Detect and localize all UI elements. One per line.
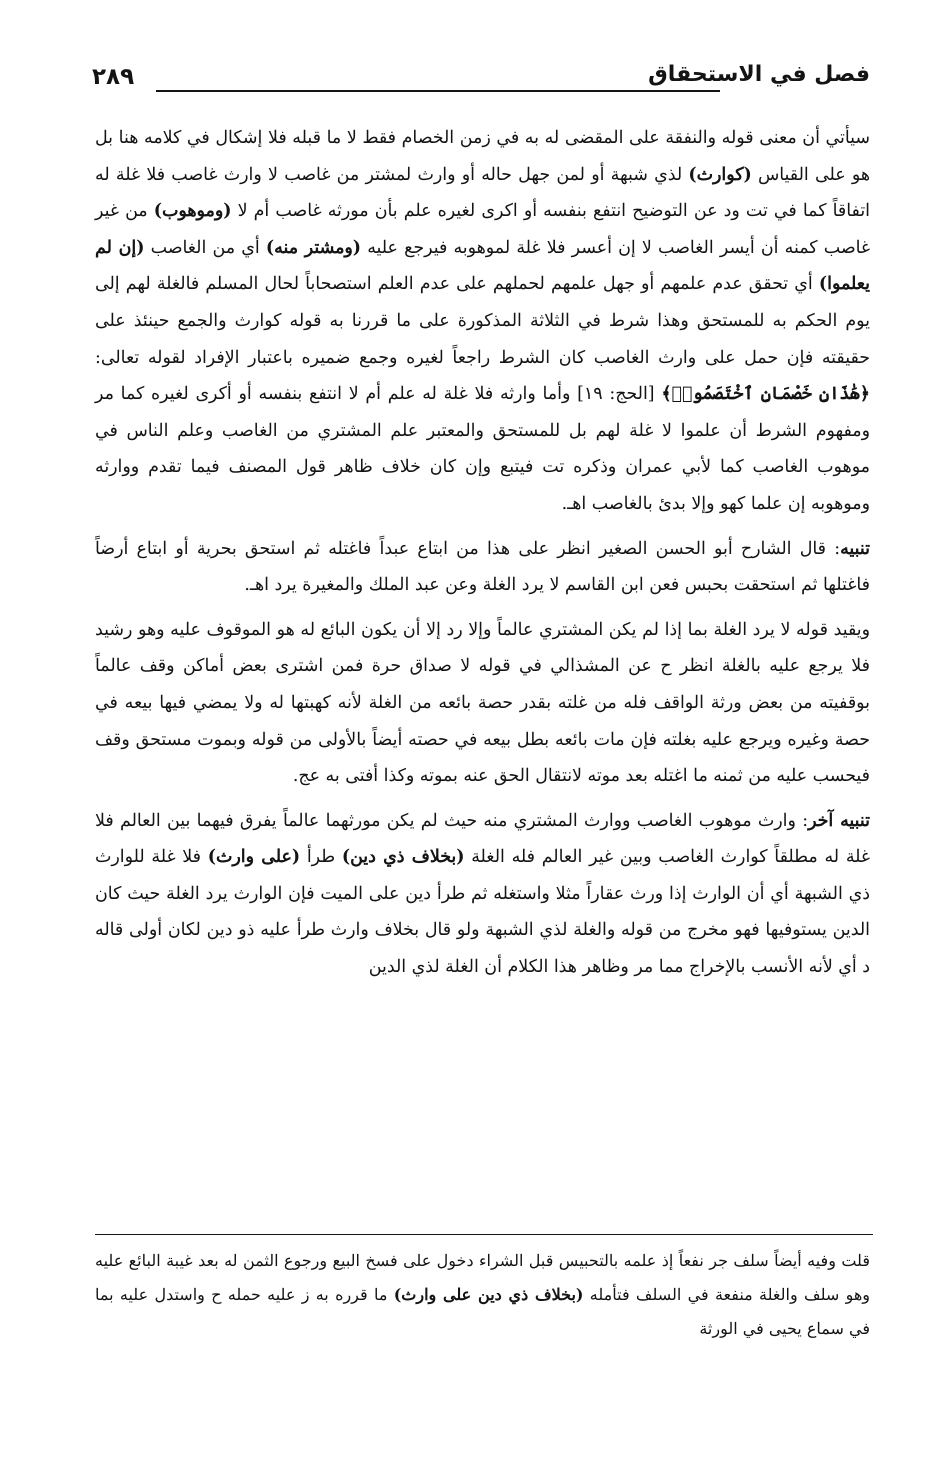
text-run: قلت وفيه أيضاً سلف جر نفعاً إذ علمه بالتحبيس قبل الشراء دخول على فسخ البيع ورجوع الثمن له بعد غيبة البائع عليه وهو سلف والغلة منفعة في السلف فتأمله (95, 1251, 871, 1304)
chapter-title: فصل في الاستحقاق (648, 62, 870, 87)
text-run: أي من الغاصب (144, 237, 266, 258)
main-text (95, 120, 870, 986)
note-heading: تنبيه (840, 538, 870, 559)
text-run: لذي شبهة أو لمن جهل حاله أو وارث لمشتر من غاصب لا وارث غاصب فلا غلة له اتفاقاً كما في تت ود عن التوضيح انتفع بنفسه أو اكرى لغيره علم بأن مورثه غاصب أم لا (95, 164, 870, 222)
text-run: : قال الشارح أبو الحسن الصغير انظر على هذا من ابتاع عبداً فاغتله ثم استحق بحرية أو ابتاع أرضاً فاغتلها ثم استحقت بحبس فعن ابن القاسم لا يرد الغلة وعن عبد الملك والمغيرة يرد اهـ. (95, 538, 870, 596)
footnote-separator (95, 1234, 873, 1235)
page-header (92, 62, 870, 102)
matn-term: (بخلاف ذي دين) (341, 847, 465, 868)
text-run: فلا غلة للوارث ذي الشبهة أي أن الوارث إذا ورث عقاراً مثلا واستغله ثم طرأ دين على الميت فإن الوارث يرد الغلة حيث كان الدين يستوفيها فهو مخرج من قوله والغلة لذي الشبهة ولو قال بخلاف وارث طرأ عليه ذو دين لكان أولى قاله د أي لأنه الأنسب بالإخراج مما مر وظاهر هذا الكلام أن الغلة لذي الدين (95, 847, 870, 978)
text-run: ما قرره به ز عليه حمله ح واستدل عليه بما في سماع يحيى في الورثة (95, 1285, 870, 1338)
matn-term: (كوارث) (688, 164, 752, 185)
paragraph-4 (95, 803, 870, 986)
matn-term: (على وارث) (207, 847, 301, 868)
paragraph-3: ويقيد قوله لا يرد الغلة بما إذا لم يكن المشتري عالماً وإلا رد إلا أن يكون البائع له هو الموقوف عليه وهو رشيد فلا يرجع عليه بالغلة انظر ح عن المشذالي في قوله لا صداق حرة فمن اشترى بعض أماكن وقف عالماً بوقفيته من بعض ورثة الواقف فله من غلته بقدر حصة بائعه من الغلة لأنه كهبتها له ولا يمضي فيها بيعه في حصة وغيره ويرجع عليه بغلته فإن مات بائعه بطل بيعه في حصته أيضاً بالأولى من قوله وبموت مستحق وقف فيحسب عليه من ثمنه ما اغتله بعد موته لانتقال الحق عنه بموته وكذا أفتى به عج. (95, 619, 870, 787)
text-run: [الحج: ١٩] وأما وارثه فلا غلة له علم أم لا انتفع بنفسه أو أكرى لغيره كما مر ومفهوم الشرط أن علموا لا غلة لهم بل للمستحق والمعتبر علم المشتري من الغاصب وعلم الناس في موهوب الغاصب كما لأبي عمران وذكره تت فيتبع وإن كان خلاف ظاهر قول المصنف فيما تقدم ووارثه وموهوبه إن علما كهو وإلا بدئ بالغاصب اهـ. (95, 384, 870, 514)
text-run: من غير غاصب كمنه أن أيسر الغاصب لا إن أعسر فلا غلة لموهوبه فيرجع عليه (95, 201, 871, 258)
quran-verse: ﴿هَٰذَانِ خَصْمَانِ ٱخْتَصَمُوا۟﴾ (661, 384, 870, 405)
matn-term: (ومشتر منه) (265, 237, 362, 258)
header-rule (156, 90, 720, 92)
footnote (95, 1244, 870, 1346)
page-number: ٢٨٩ (92, 64, 135, 90)
text-run: أي تحقق عدم علمهم أو جهل علمهم لحملهم على عدم العلم استصحاباً لحال المسلم فالغلة لهم إلى يوم الحكم به للمستحق وهذا شرط في الثلاثة المذكورة على ما قررنا به قوله كوارث والجمع حينئذ على حقيقته فإن حمل على وارث الغاصب كان الشرط راجعاً لغيره وجمع ضميره باعتبار الإفراد لقوله تعالى: (95, 274, 870, 368)
matn-term: (وموهوب) (153, 201, 232, 222)
text-run: : وارث موهوب الغاصب ووارث المشتري منه حيث لم يكن مورثهما عالماً يفرق فيهما بين العالم فلا غلة له مطلقاً كوارث الغاصب وبين غير العالم فله الغلة (95, 810, 870, 868)
note-heading: تنبيه آخر (808, 810, 870, 831)
text-run: سيأتي أن معنى قوله والنفقة على المقضى له به في زمن الخصام فقط لا ما قبله فلا إشكال في كلامه هنا بل هو على القياس (95, 128, 870, 185)
paragraph-2 (95, 531, 870, 604)
matn-term: (بخلاف ذي دين على وارث) (393, 1285, 584, 1304)
matn-term: (إن لم يعلموا) (95, 237, 870, 295)
paragraph-1 (95, 120, 870, 523)
text-run: طرأ (300, 847, 342, 868)
